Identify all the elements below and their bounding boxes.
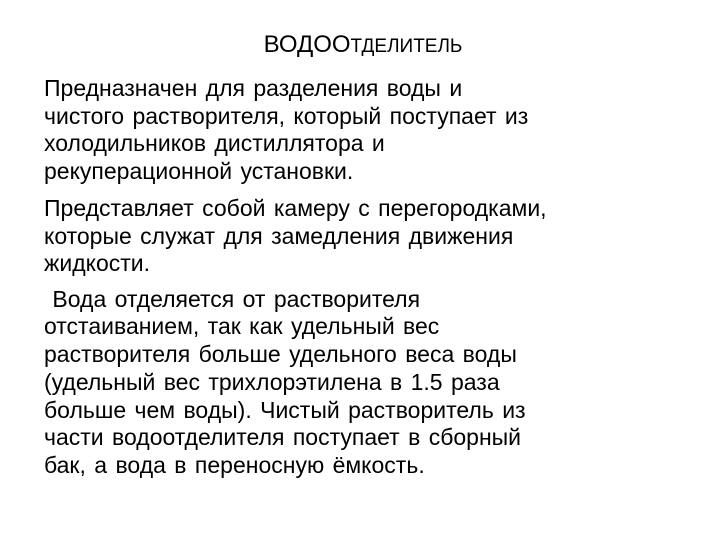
text-line: рекуперационной установки. xyxy=(44,157,354,184)
text-line: (удельный вес трихлорэтилена в 1.5 раза xyxy=(44,368,500,395)
title-part-3: ТДЕЛИТЕЛЬ xyxy=(350,36,463,57)
text-line: жидкости. xyxy=(44,250,151,276)
text-line: бак, а вода в переносную ёмкость. xyxy=(44,452,425,479)
text-line: Вода отделяется от растворителя xyxy=(44,285,421,312)
text-line: которые служат для замедления движения xyxy=(44,222,514,249)
text-line: холодильников дистиллятора и xyxy=(44,130,385,156)
text-line: растворителя больше удельного веса воды xyxy=(44,341,517,368)
text-line: Представляет собой камеру с перегородками, xyxy=(44,195,547,221)
paragraph-design xyxy=(44,195,694,278)
text-line: больше чем воды). Чистый растворитель из xyxy=(44,396,526,423)
text-line: отстаиванием, так как удельный вес xyxy=(44,313,440,340)
paragraph-operation xyxy=(44,286,694,481)
paragraph-purpose xyxy=(44,75,694,185)
title-initial: В xyxy=(263,31,279,58)
title-part-2: ОДОО xyxy=(278,31,351,58)
text-line: части водоотделителя поступает в сборный xyxy=(44,424,522,451)
text-line: чистого растворителя, который поступает из xyxy=(44,102,529,129)
text-line: Предназначен для разделения воды и xyxy=(44,75,463,101)
slide-body xyxy=(44,75,694,480)
slide-title xyxy=(0,30,720,62)
